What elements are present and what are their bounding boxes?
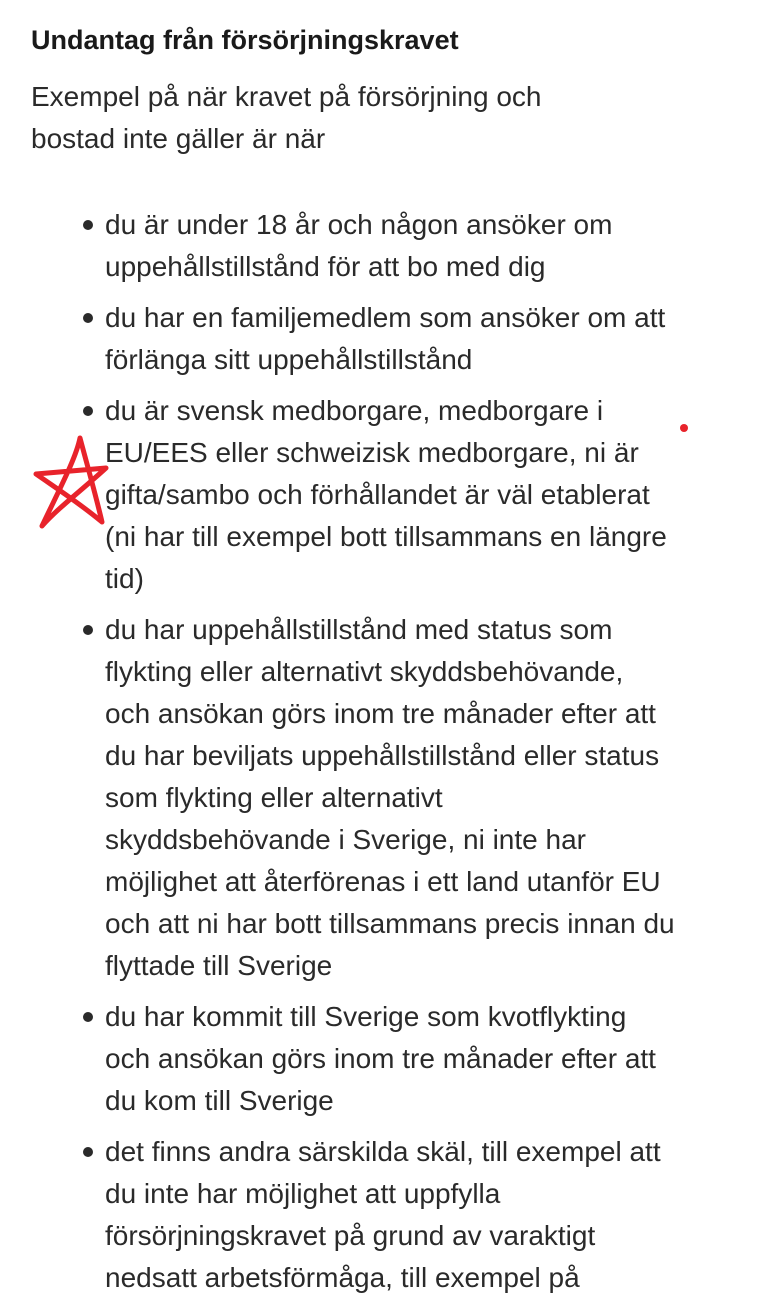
list-item-text: du har en familjemedlem som ansöker om att förlänga sitt uppehållstillstånd <box>105 302 666 375</box>
list-item <box>31 204 731 288</box>
exception-list <box>31 204 731 1299</box>
list-item-text: du har uppehållstillstånd med status som flykting eller alternativt skyddsbehövande, och ansökan görs inom tre månader efter att du har beviljats uppehållstillstånd eller status som flykting eller alternativt skyddsbehövande i Sverige, ni inte har möjlighet att återförenas i ett land utanför EU och att ni har bott tillsammans precis innan du flyttade till Sverige <box>105 614 675 981</box>
article-section <box>31 18 731 1308</box>
section-heading: Undantag från försörjningskravet <box>31 25 459 55</box>
list-item-text: du har kommit till Sverige som kvotflykting och ansökan görs inom tre månader efter att du kom till Sverige <box>105 1001 656 1116</box>
bullet-dot-icon <box>83 625 93 635</box>
list-item-text: det finns andra särskilda skäl, till exempel att du inte har möjlighet att uppfylla försörjningskravet på grund av varaktigt nedsatt arbetsförmåga, till exempel på <box>105 1136 661 1293</box>
hand-drawn-star-icon <box>30 430 110 530</box>
list-item <box>31 297 731 381</box>
bullet-dot-icon <box>83 220 93 230</box>
bullet-dot-icon <box>83 1147 93 1157</box>
list-item <box>31 390 731 600</box>
bullet-dot-icon <box>83 313 93 323</box>
bullet-dot-icon <box>83 1012 93 1022</box>
list-item-text: du är svensk medborgare, medborgare i EU/EES eller schweizisk medborgare, ni är gifta/sambo och förhållandet är väl etablerat (ni har till exempel bott tillsammans en längre tid) <box>105 395 667 594</box>
list-item <box>31 996 731 1122</box>
list-item <box>31 609 731 987</box>
list-item-text: du är under 18 år och någon ansöker om uppehållstillstånd för att bo med dig <box>105 209 613 282</box>
annotation-dot <box>680 424 688 432</box>
bullet-dot-icon <box>83 406 93 416</box>
section-intro: Exempel på när kravet på försörjning och bostad inte gäller är när <box>31 81 542 154</box>
list-item <box>31 1131 731 1299</box>
